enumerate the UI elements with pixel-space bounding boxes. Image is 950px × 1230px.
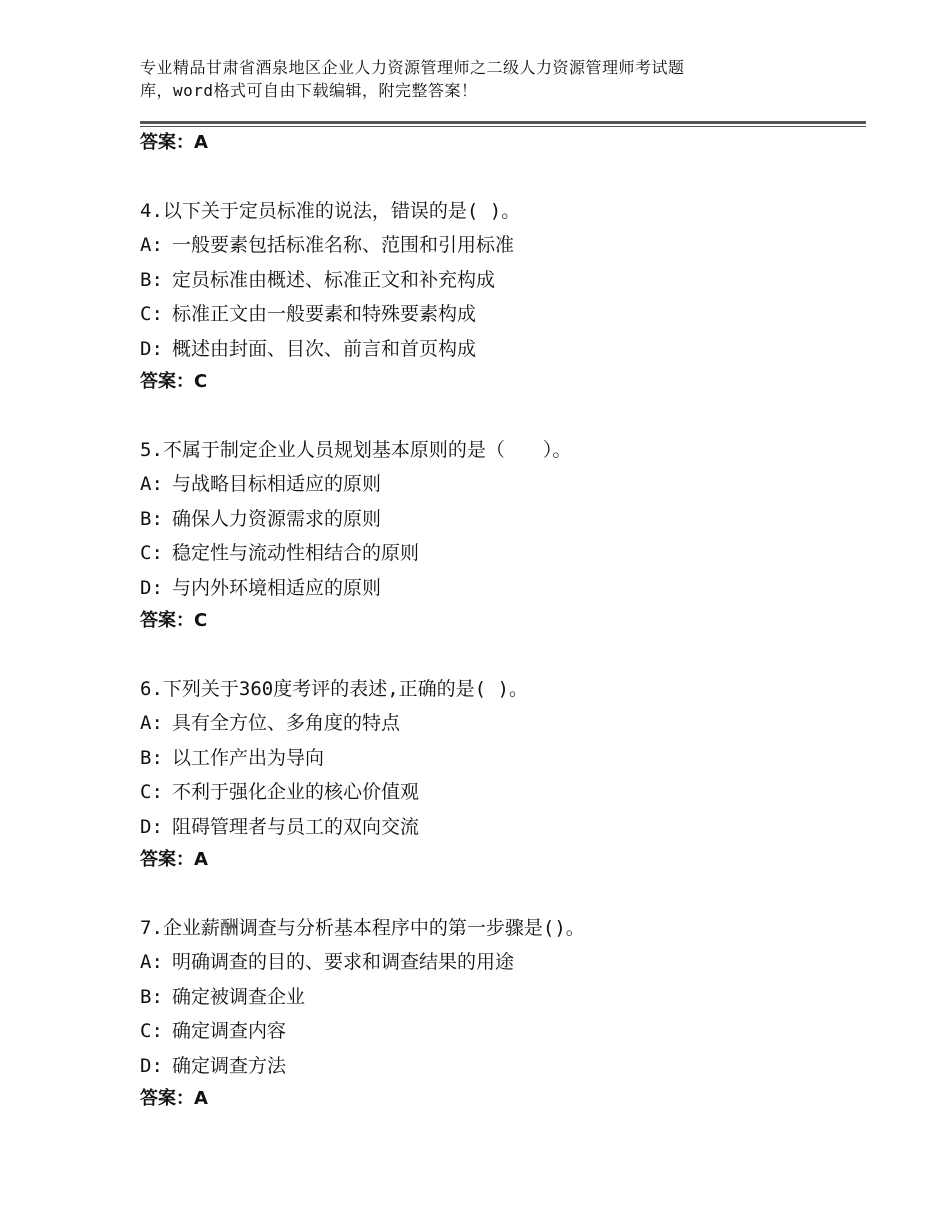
question-block-4 — [140, 199, 840, 371]
option-c — [140, 541, 840, 575]
option-text: 定员标准由概述、标准正文和补充构成 — [172, 268, 496, 291]
option-text: 明确调查的目的、要求和调查结果的用途 — [172, 951, 515, 974]
question-block-5 — [140, 438, 840, 610]
header-title-line-2: 库，word格式可自由下载编辑，附完整答案！ — [140, 81, 478, 100]
option-key: B: — [140, 507, 163, 530]
option-key: A: — [140, 473, 163, 496]
option-key: C: — [140, 781, 163, 804]
option-key: C: — [140, 303, 163, 326]
header-title-line-1: 专业精品甘肃省酒泉地区企业人力资源管理师之二级人力资源管理师考试题 — [140, 58, 685, 77]
option-b — [140, 507, 840, 541]
option-text: 稳定性与流动性相结合的原则 — [172, 542, 420, 565]
question-block-7 — [140, 916, 840, 1088]
option-d — [140, 337, 840, 371]
answer-label: 答案：A — [140, 132, 208, 153]
document-header — [140, 56, 780, 102]
option-key: A: — [140, 951, 163, 974]
header-divider-thick — [140, 121, 866, 124]
answer-label: 答案：C — [140, 371, 208, 392]
option-key: D: — [140, 576, 163, 599]
option-key: A: — [140, 712, 163, 735]
option-text: 确定调查内容 — [172, 1020, 287, 1043]
option-key: B: — [140, 746, 163, 769]
option-key: C: — [140, 1020, 163, 1043]
option-text: 以工作产出为导向 — [172, 746, 325, 769]
option-text: 阻碍管理者与员工的双向交流 — [172, 815, 420, 838]
question-stem: 6.下列关于360度考评的表述,正确的是( )。 — [140, 678, 528, 700]
option-text: 确定调查方法 — [172, 1054, 287, 1077]
option-b — [140, 268, 840, 302]
option-key: A: — [140, 234, 163, 257]
option-text: 概述由封面、目次、前言和首页构成 — [172, 337, 477, 360]
option-d — [140, 1054, 840, 1088]
header-divider-thin — [140, 126, 866, 127]
option-key: C: — [140, 542, 163, 565]
option-d — [140, 815, 840, 849]
option-key: D: — [140, 1054, 163, 1077]
option-key: B: — [140, 268, 163, 291]
option-text: 与战略目标相适应的原则 — [172, 473, 382, 496]
option-key: D: — [140, 337, 163, 360]
option-text: 与内外环境相适应的原则 — [172, 576, 382, 599]
option-text: 确定被调查企业 — [172, 985, 306, 1008]
option-text: 不利于强化企业的核心价值观 — [172, 781, 420, 804]
question-stem: 7.企业薪酬调查与分析基本程序中的第一步骤是()。 — [140, 917, 585, 939]
option-text: 标准正文由一般要素和特殊要素构成 — [172, 303, 477, 326]
option-key: B: — [140, 985, 163, 1008]
question-block-6 — [140, 677, 840, 849]
option-c — [140, 780, 840, 814]
option-text: 一般要素包括标准名称、范围和引用标准 — [172, 234, 515, 257]
answer-label: 答案：A — [140, 1088, 208, 1109]
answer-label: 答案：A — [140, 849, 208, 870]
option-b — [140, 985, 840, 1019]
option-a — [140, 950, 840, 984]
option-text: 具有全方位、多角度的特点 — [172, 712, 401, 735]
option-c — [140, 302, 840, 336]
answer-label: 答案：C — [140, 610, 208, 631]
question-stem: 5.不属于制定企业人员规划基本原则的是（ ）。 — [140, 439, 572, 461]
option-text: 确保人力资源需求的原则 — [172, 507, 382, 530]
option-a — [140, 472, 840, 506]
option-b — [140, 746, 840, 780]
question-stem: 4.以下关于定员标准的说法，错误的是( )。 — [140, 200, 521, 222]
option-c — [140, 1019, 840, 1053]
option-key: D: — [140, 815, 163, 838]
option-a — [140, 711, 840, 745]
option-d — [140, 576, 840, 610]
option-a — [140, 233, 840, 267]
